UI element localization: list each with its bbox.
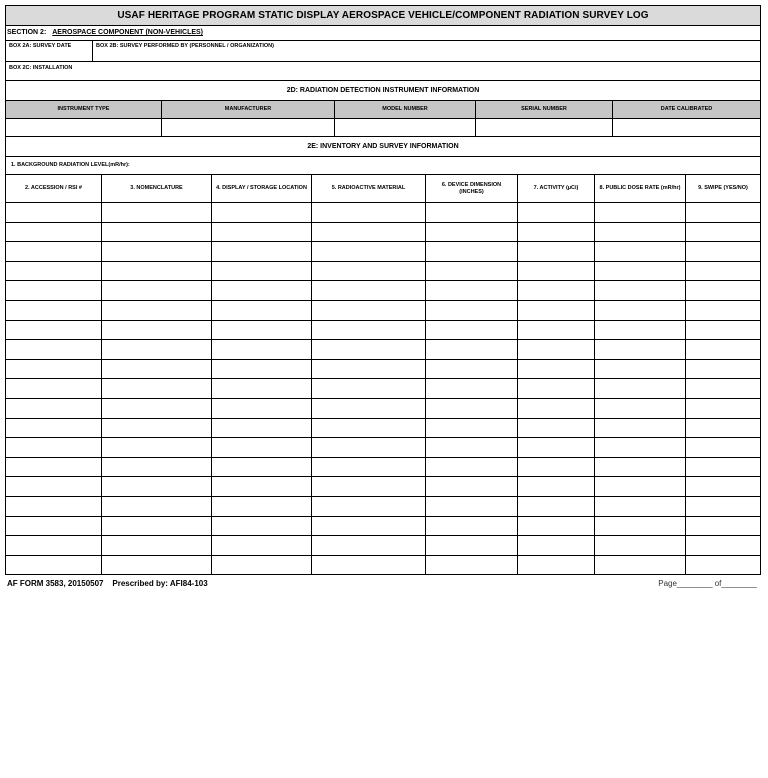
activity-cell[interactable] <box>518 536 595 555</box>
swipe-cell[interactable] <box>686 281 760 300</box>
table-row <box>6 517 760 537</box>
page-count[interactable]: Page________ of________ <box>658 579 757 588</box>
swipe-cell[interactable] <box>686 360 760 379</box>
display-location-cell[interactable] <box>212 301 312 320</box>
device-dimension-cell[interactable] <box>426 458 518 477</box>
display-location-cell[interactable] <box>212 281 312 300</box>
nomenclature-cell[interactable] <box>102 340 212 359</box>
display-location-cell[interactable] <box>212 223 312 242</box>
nomenclature-cell[interactable] <box>102 399 212 418</box>
accession-cell[interactable] <box>6 399 102 418</box>
activity-cell[interactable] <box>518 242 595 261</box>
accession-cell[interactable] <box>6 477 102 496</box>
radioactive-material-cell[interactable] <box>312 301 426 320</box>
col-display-location: 4. DISPLAY / STORAGE LOCATION <box>212 175 312 202</box>
display-location-cell[interactable] <box>212 477 312 496</box>
public-dose-rate-cell[interactable] <box>595 536 686 555</box>
display-location-cell[interactable] <box>212 556 312 575</box>
public-dose-rate-cell[interactable] <box>595 497 686 516</box>
accession-cell[interactable] <box>6 203 102 222</box>
device-dimension-cell[interactable] <box>426 556 518 575</box>
nomenclature-cell[interactable] <box>102 379 212 398</box>
inventory-column-headers <box>6 175 760 203</box>
section-2e-heading: 2E: INVENTORY AND SURVEY INFORMATION <box>6 137 760 157</box>
accession-cell[interactable] <box>6 262 102 281</box>
activity-cell[interactable] <box>518 556 595 575</box>
accession-cell[interactable] <box>6 242 102 261</box>
display-location-cell[interactable] <box>212 438 312 457</box>
col-manufacturer: MANUFACTURER <box>162 101 335 118</box>
public-dose-rate-cell[interactable] <box>595 242 686 261</box>
public-dose-rate-cell[interactable] <box>595 301 686 320</box>
table-row <box>6 223 760 243</box>
radioactive-material-cell[interactable] <box>312 419 426 438</box>
radioactive-material-cell[interactable] <box>312 438 426 457</box>
device-dimension-cell[interactable] <box>426 301 518 320</box>
display-location-cell[interactable] <box>212 497 312 516</box>
device-dimension-cell[interactable] <box>426 360 518 379</box>
activity-cell[interactable] <box>518 262 595 281</box>
display-location-cell[interactable] <box>212 360 312 379</box>
table-row <box>6 262 760 282</box>
activity-cell[interactable] <box>518 223 595 242</box>
activity-cell[interactable] <box>518 360 595 379</box>
col-accession: 2. ACCESSION / RSI # <box>6 175 102 202</box>
display-location-cell[interactable] <box>212 536 312 555</box>
section-name: AEROSPACE COMPONENT (NON-VEHICLES) <box>52 29 204 36</box>
table-row <box>6 301 760 321</box>
public-dose-rate-cell[interactable] <box>595 517 686 536</box>
radiation-survey-form <box>5 5 761 575</box>
table-row <box>6 242 760 262</box>
public-dose-rate-cell[interactable] <box>595 223 686 242</box>
public-dose-rate-cell[interactable] <box>595 379 686 398</box>
swipe-cell[interactable] <box>686 399 760 418</box>
nomenclature-cell[interactable] <box>102 438 212 457</box>
activity-cell[interactable] <box>518 301 595 320</box>
table-row <box>6 379 760 399</box>
radioactive-material-cell[interactable] <box>312 517 426 536</box>
accession-cell[interactable] <box>6 223 102 242</box>
device-dimension-cell[interactable] <box>426 340 518 359</box>
nomenclature-cell[interactable] <box>102 556 212 575</box>
display-location-cell[interactable] <box>212 379 312 398</box>
swipe-cell[interactable] <box>686 242 760 261</box>
table-row <box>6 497 760 517</box>
radioactive-material-cell[interactable] <box>312 399 426 418</box>
table-row <box>6 419 760 439</box>
radioactive-material-cell[interactable] <box>312 536 426 555</box>
swipe-cell[interactable] <box>686 340 760 359</box>
public-dose-rate-cell[interactable] <box>595 458 686 477</box>
table-row <box>6 556 760 575</box>
instrument-entry-row <box>6 119 760 137</box>
col-instrument-type: INSTRUMENT TYPE <box>6 101 162 118</box>
box-2c-installation[interactable]: BOX 2C: INSTALLATION <box>6 62 760 81</box>
device-dimension-cell[interactable] <box>426 497 518 516</box>
activity-cell[interactable] <box>518 203 595 222</box>
public-dose-rate-cell[interactable] <box>595 419 686 438</box>
public-dose-rate-cell[interactable] <box>595 281 686 300</box>
col-nomenclature: 3. NOMENCLATURE <box>102 175 212 202</box>
public-dose-rate-cell[interactable] <box>595 399 686 418</box>
radioactive-material-cell[interactable] <box>312 203 426 222</box>
public-dose-rate-cell[interactable] <box>595 360 686 379</box>
form-title: USAF HERITAGE PROGRAM STATIC DISPLAY AEROSPACE VEHICLE/COMPONENT RADIATION SURVEY LOG <box>6 6 760 26</box>
nomenclature-cell[interactable] <box>102 281 212 300</box>
accession-cell[interactable] <box>6 301 102 320</box>
box-2a-survey-date[interactable]: BOX 2A: SURVEY DATE <box>6 41 93 61</box>
display-location-cell[interactable] <box>212 262 312 281</box>
activity-cell[interactable] <box>518 379 595 398</box>
activity-cell[interactable] <box>518 497 595 516</box>
display-location-cell[interactable] <box>212 321 312 340</box>
swipe-cell[interactable] <box>686 223 760 242</box>
radioactive-material-cell[interactable] <box>312 321 426 340</box>
radioactive-material-cell[interactable] <box>312 360 426 379</box>
public-dose-rate-cell[interactable] <box>595 556 686 575</box>
accession-cell[interactable] <box>6 497 102 516</box>
accession-cell[interactable] <box>6 517 102 536</box>
table-row <box>6 536 760 556</box>
accession-cell[interactable] <box>6 360 102 379</box>
display-location-cell[interactable] <box>212 399 312 418</box>
device-dimension-cell[interactable] <box>426 438 518 457</box>
date-calibrated-field[interactable] <box>613 119 760 136</box>
table-row <box>6 477 760 497</box>
nomenclature-cell[interactable] <box>102 242 212 261</box>
activity-cell[interactable] <box>518 340 595 359</box>
device-dimension-cell[interactable] <box>426 536 518 555</box>
table-row <box>6 399 760 419</box>
display-location-cell[interactable] <box>212 517 312 536</box>
instrument-type-field[interactable] <box>6 119 162 136</box>
device-dimension-cell[interactable] <box>426 399 518 418</box>
col-device-dimension: 6. DEVICE DIMENSION (INCHES) <box>426 175 518 202</box>
serial-number-field[interactable] <box>476 119 613 136</box>
activity-cell[interactable] <box>518 517 595 536</box>
swipe-cell[interactable] <box>686 536 760 555</box>
activity-cell[interactable] <box>518 438 595 457</box>
nomenclature-cell[interactable] <box>102 301 212 320</box>
accession-cell[interactable] <box>6 379 102 398</box>
radioactive-material-cell[interactable] <box>312 458 426 477</box>
nomenclature-cell[interactable] <box>102 203 212 222</box>
nomenclature-cell[interactable] <box>102 458 212 477</box>
radioactive-material-cell[interactable] <box>312 281 426 300</box>
manufacturer-field[interactable] <box>162 119 335 136</box>
col-serial-number: SERIAL NUMBER <box>476 101 613 118</box>
device-dimension-cell[interactable] <box>426 203 518 222</box>
activity-cell[interactable] <box>518 419 595 438</box>
nomenclature-cell[interactable] <box>102 321 212 340</box>
survey-date-row <box>6 41 760 62</box>
device-dimension-cell[interactable] <box>426 262 518 281</box>
nomenclature-cell[interactable] <box>102 497 212 516</box>
background-radiation-field[interactable]: 1. BACKGROUND RADIATION LEVEL(mR/hr): <box>6 157 760 175</box>
public-dose-rate-cell[interactable] <box>595 321 686 340</box>
accession-cell[interactable] <box>6 458 102 477</box>
col-model-number: MODEL NUMBER <box>335 101 476 118</box>
device-dimension-cell[interactable] <box>426 419 518 438</box>
display-location-cell[interactable] <box>212 458 312 477</box>
activity-cell[interactable] <box>518 477 595 496</box>
col-radioactive-material: 5. RADIOACTIVE MATERIAL <box>312 175 426 202</box>
device-dimension-cell[interactable] <box>426 242 518 261</box>
display-location-cell[interactable] <box>212 203 312 222</box>
public-dose-rate-cell[interactable] <box>595 203 686 222</box>
public-dose-rate-cell[interactable] <box>595 262 686 281</box>
nomenclature-cell[interactable] <box>102 536 212 555</box>
swipe-cell[interactable] <box>686 517 760 536</box>
col-public-dose-rate: 8. PUBLIC DOSE RATE (mR/hr) <box>595 175 686 202</box>
table-row <box>6 321 760 341</box>
accession-cell[interactable] <box>6 340 102 359</box>
accession-cell[interactable] <box>6 536 102 555</box>
table-row <box>6 438 760 458</box>
radioactive-material-cell[interactable] <box>312 242 426 261</box>
model-number-field[interactable] <box>335 119 476 136</box>
radioactive-material-cell[interactable] <box>312 556 426 575</box>
accession-cell[interactable] <box>6 281 102 300</box>
activity-cell[interactable] <box>518 281 595 300</box>
table-row <box>6 360 760 380</box>
public-dose-rate-cell[interactable] <box>595 438 686 457</box>
activity-cell[interactable] <box>518 321 595 340</box>
device-dimension-cell[interactable] <box>426 517 518 536</box>
accession-cell[interactable] <box>6 419 102 438</box>
swipe-cell[interactable] <box>686 379 760 398</box>
swipe-cell[interactable] <box>686 262 760 281</box>
table-row <box>6 281 760 301</box>
table-row <box>6 203 760 223</box>
activity-cell[interactable] <box>518 458 595 477</box>
display-location-cell[interactable] <box>212 340 312 359</box>
nomenclature-cell[interactable] <box>102 419 212 438</box>
box-2b-performed-by[interactable]: BOX 2B: SURVEY PERFORMED BY (PERSONNEL / ORGANIZATION) <box>96 43 274 49</box>
activity-cell[interactable] <box>518 399 595 418</box>
accession-cell[interactable] <box>6 438 102 457</box>
radioactive-material-cell[interactable] <box>312 262 426 281</box>
device-dimension-cell[interactable] <box>426 321 518 340</box>
public-dose-rate-cell[interactable] <box>595 340 686 359</box>
display-location-cell[interactable] <box>212 242 312 261</box>
swipe-cell[interactable] <box>686 497 760 516</box>
section-label: SECTION 2: <box>7 29 47 36</box>
table-row <box>6 458 760 478</box>
accession-cell[interactable] <box>6 321 102 340</box>
nomenclature-cell[interactable] <box>102 262 212 281</box>
table-row <box>6 340 760 360</box>
swipe-cell[interactable] <box>686 301 760 320</box>
section-2-heading <box>6 26 760 41</box>
swipe-cell[interactable] <box>686 203 760 222</box>
form-number: AF FORM 3583, 20150507 Prescribed by: AFI84-103 <box>7 579 208 588</box>
section-2d-heading: 2D: RADIATION DETECTION INSTRUMENT INFORMATION <box>6 81 760 101</box>
public-dose-rate-cell[interactable] <box>595 477 686 496</box>
device-dimension-cell[interactable] <box>426 379 518 398</box>
swipe-cell[interactable] <box>686 419 760 438</box>
swipe-cell[interactable] <box>686 458 760 477</box>
radioactive-material-cell[interactable] <box>312 223 426 242</box>
radioactive-material-cell[interactable] <box>312 477 426 496</box>
display-location-cell[interactable] <box>212 419 312 438</box>
instrument-column-headers <box>6 101 760 119</box>
col-activity: 7. ACTIVITY (µCi) <box>518 175 595 202</box>
device-dimension-cell[interactable] <box>426 477 518 496</box>
swipe-cell[interactable] <box>686 438 760 457</box>
inventory-table <box>6 175 760 574</box>
radioactive-material-cell[interactable] <box>312 497 426 516</box>
nomenclature-cell[interactable] <box>102 360 212 379</box>
device-dimension-cell[interactable] <box>426 223 518 242</box>
nomenclature-cell[interactable] <box>102 477 212 496</box>
swipe-cell[interactable] <box>686 477 760 496</box>
nomenclature-cell[interactable] <box>102 223 212 242</box>
radioactive-material-cell[interactable] <box>312 340 426 359</box>
swipe-cell[interactable] <box>686 321 760 340</box>
swipe-cell[interactable] <box>686 556 760 575</box>
radioactive-material-cell[interactable] <box>312 379 426 398</box>
device-dimension-cell[interactable] <box>426 281 518 300</box>
nomenclature-cell[interactable] <box>102 517 212 536</box>
col-date-calibrated: DATE CALIBRATED <box>660 106 713 112</box>
accession-cell[interactable] <box>6 556 102 575</box>
col-swipe: 9. SWIPE (YES/NO) <box>698 185 748 192</box>
